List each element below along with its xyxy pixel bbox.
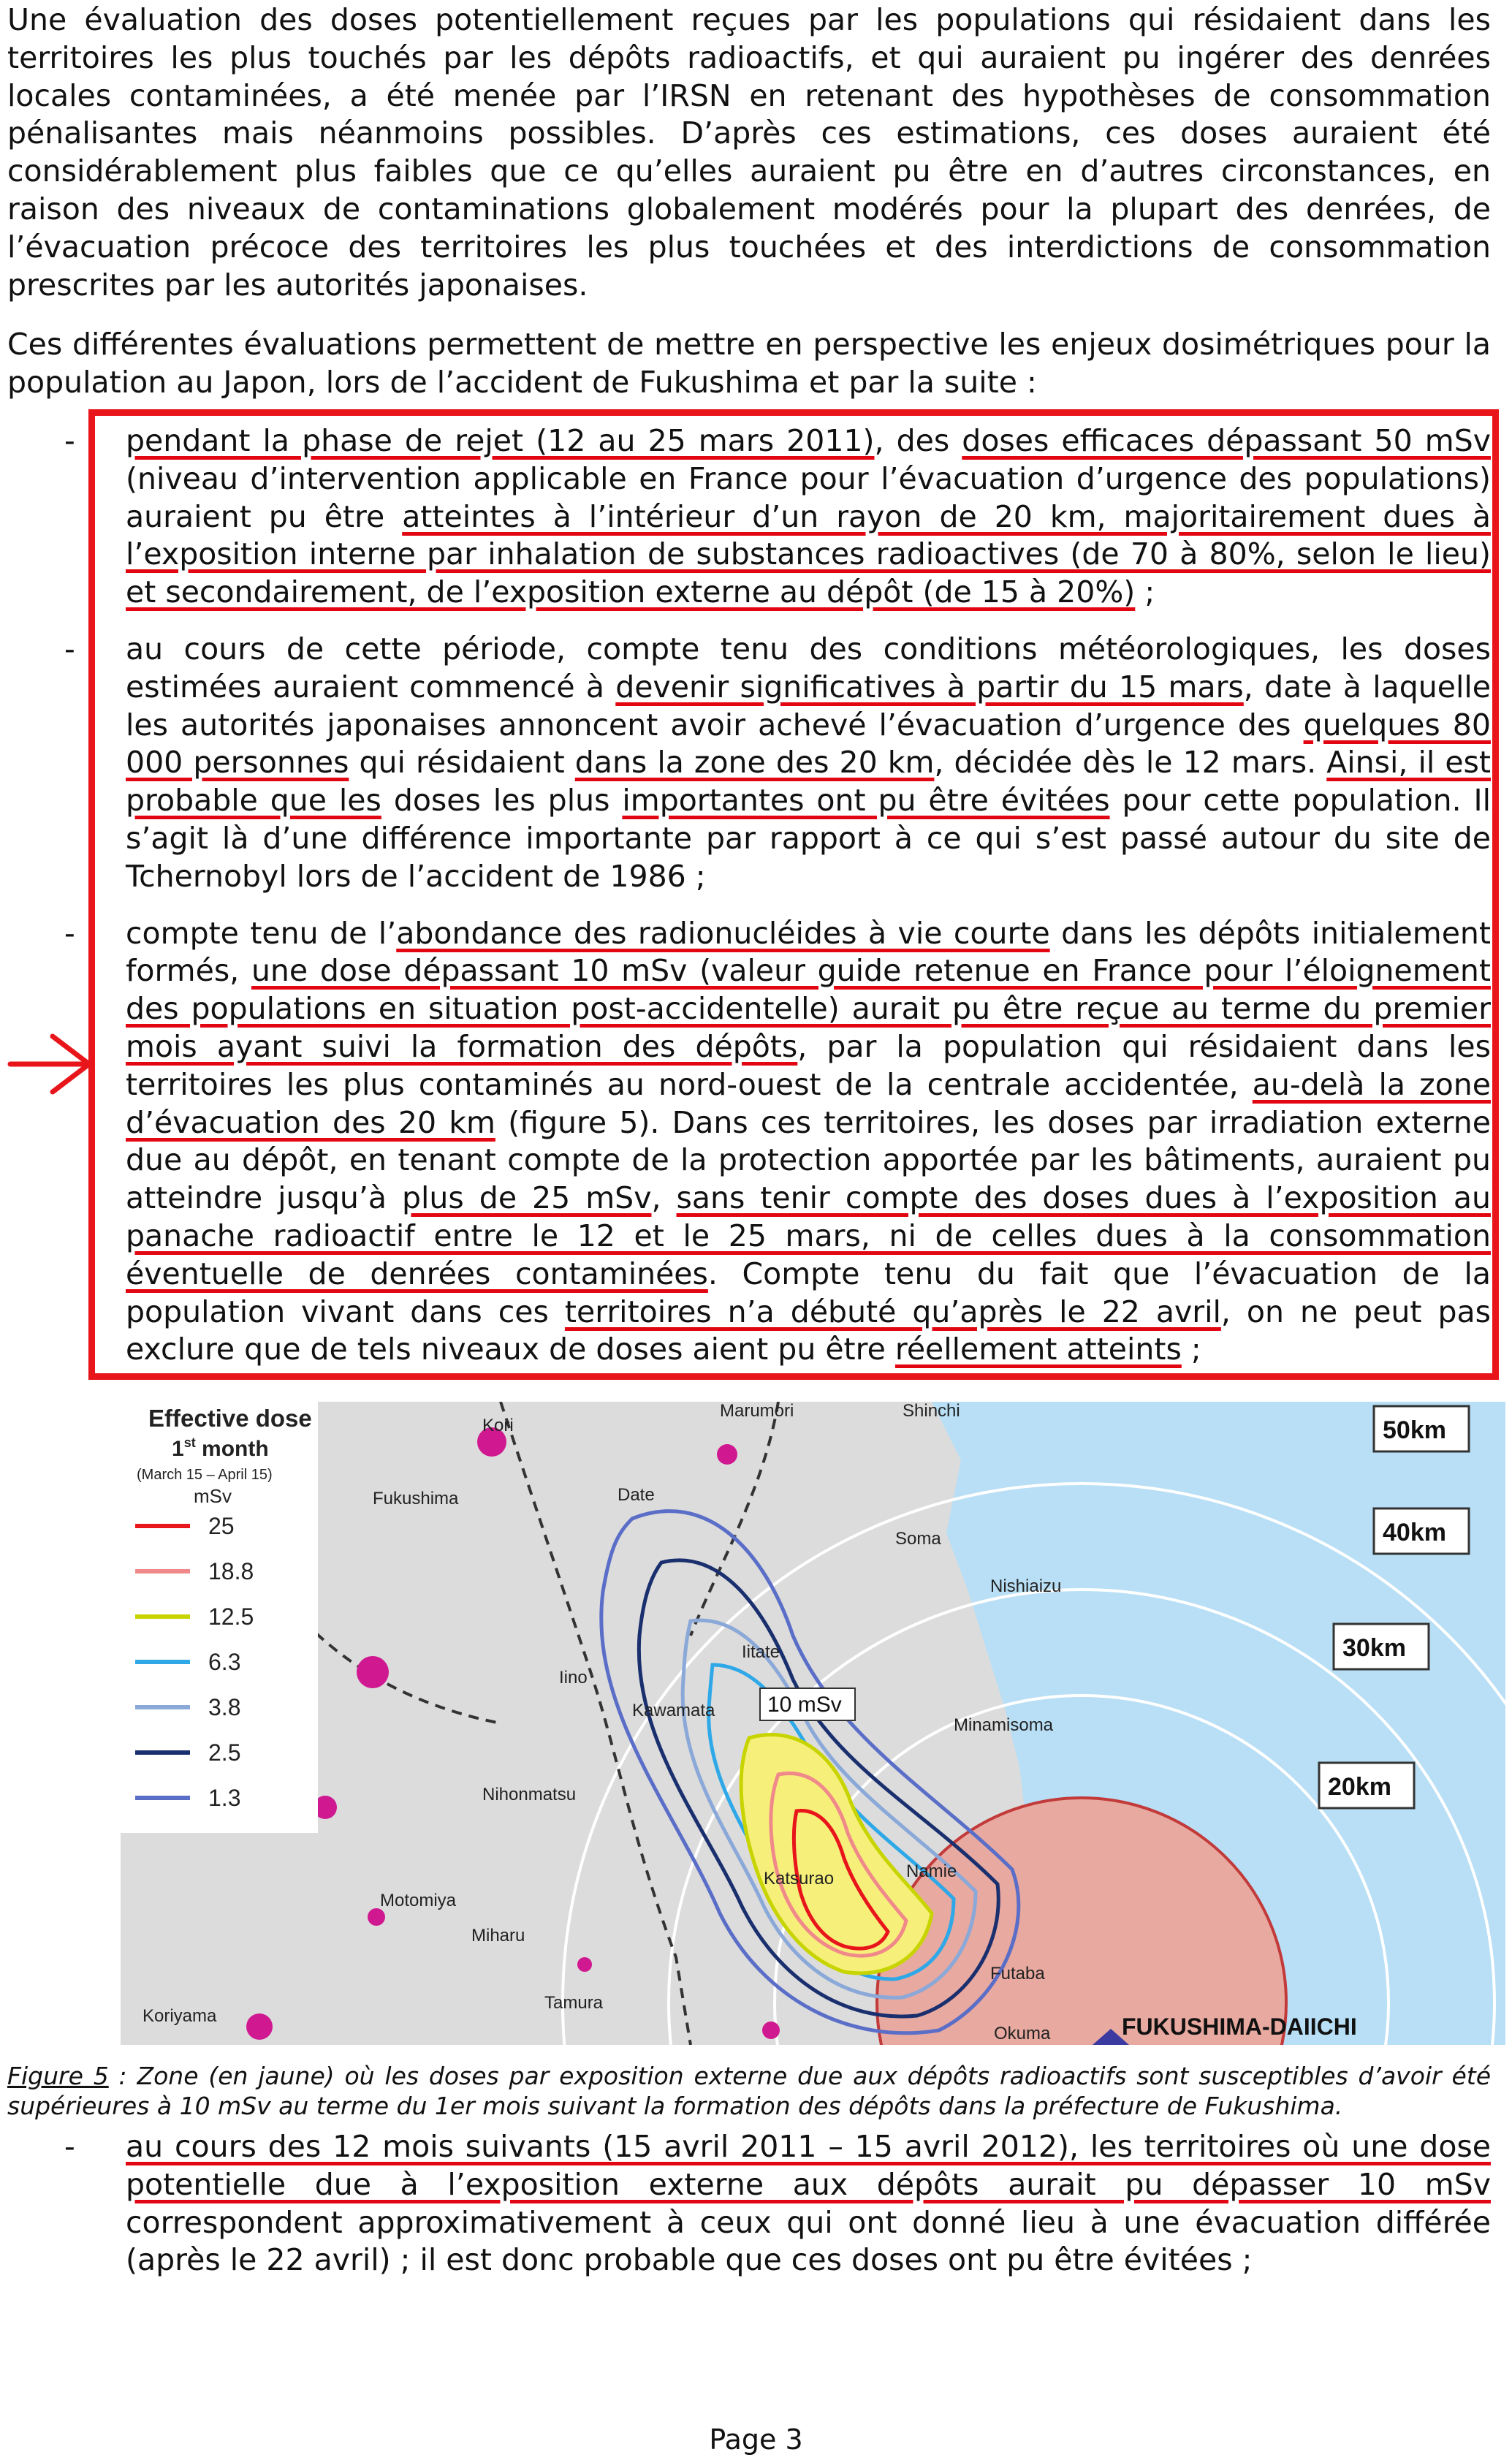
legend-label: 25: [208, 1513, 235, 1539]
place-label: Kori: [482, 1416, 514, 1435]
bullet-segment: , décidée dès le 12 mars.: [934, 745, 1327, 781]
legend-unit: mSv: [194, 1485, 232, 1507]
place-label: Okuma: [994, 2024, 1051, 2043]
contour-10msv-label: 10 mSv: [767, 1693, 842, 1717]
place-label: Shinchi: [903, 1402, 960, 1421]
bullet-list: [7, 422, 1491, 1388]
caption-label: Figure 5: [7, 2062, 109, 2090]
bullet-segment: , date à laquelle les autorités japonaises annoncent avoir achevé l’évacuation d’urgence des: [126, 669, 1491, 743]
bullet-segment: ;: [1181, 1332, 1201, 1367]
place-label: Nihonmatsu: [482, 1785, 577, 1804]
underlined-text: une dose dépassant 10 mSv (valeur guide retenue en France pour l’éloignement des populations en situation post-accidentelle) aurait pu être reçue au terme du premier mois ayant suivi la formation des dépôts: [126, 953, 1491, 1064]
bullet-dash: -: [64, 915, 75, 951]
intro-paragraph: Une évaluation des doses potentiellement reçues par les populations qui résidaient dans les territoires les plus touchés par les dépôts radioactifs, et qui auraient pu ingérer des denrées locales contaminées, a été menée par l’IRSN en retenant des hypothèses de consommation pénalisantes mais néanmoins possibles. D’après ces estimations, ces doses auraient été considérablement plus faibles que ce qu’elles auraient pu être en d’autres circonstances, en raison des niveaux de contaminations globalement modérés pour la plupart des denrées, de l’évacuation précoce des territoires les plus touchées et des interdictions de consommation prescrites par les autorités japonaises.: [7, 2, 1491, 303]
bullet-dash: -: [64, 423, 75, 458]
place-label: Minamisoma: [954, 1715, 1054, 1735]
legend-label: 12.5: [208, 1603, 254, 1630]
legend-subtitle-sup: st: [183, 1435, 196, 1450]
legend-subtitle-suffix: month: [195, 1437, 269, 1461]
bullet-dash: -: [64, 2129, 75, 2164]
bullet-item: [7, 422, 1491, 612]
legend: [121, 1402, 318, 1833]
bullet-segment: pour cette population. Il s’agit là d’une différence importante par rapport à ce qui s’est passé autour du site de Tchernobyl lors de l’accident de 1986 ;: [126, 783, 1491, 894]
city-marker: [762, 2021, 780, 2039]
underlined-text: réellement atteints: [894, 1332, 1182, 1367]
place-label: Miharu: [471, 1926, 525, 1945]
legend-period: (March 15 – April 15): [137, 1467, 273, 1483]
legend-title: Effective dose: [148, 1405, 312, 1432]
place-label: Motomiya: [380, 1891, 457, 1910]
underlined-text: plus de 25 mSv: [402, 1180, 652, 1216]
underlined-text: sans tenir compte des doses dues à l’exposition au panache radioactif entre le 12 et le 25 mars, ni de celles dues à la consommation éventuelle de denrées contaminées: [126, 1180, 1491, 1291]
bullet-segment: dans les dépôts initialement formés,: [126, 915, 1491, 989]
place-label: Namie: [906, 1861, 957, 1881]
bullet-segment: ;: [1135, 574, 1155, 610]
city-marker: [717, 1444, 737, 1465]
underlined-text: pendant la phase de rejet (12 au 25 mars 2011): [126, 423, 875, 458]
bullet-segment: doses les plus: [381, 783, 623, 819]
underlined-text: doses efficaces dépassant 50 mSv: [962, 423, 1491, 458]
place-label: Soma: [895, 1529, 941, 1549]
bullet-segment: (figure 5). Dans ces territoires, les doses par irradiation externe due au dépôt, en tenant compte de la protection apportée par les bâtiments, auraient pu atteindre jusqu’à: [126, 1104, 1492, 1216]
bullet-segment: , des: [874, 423, 962, 458]
legend-subtitle-prefix: 1: [172, 1437, 184, 1461]
legend-label: 6.3: [208, 1649, 241, 1675]
underlined-text: importantes ont pu être évitées: [622, 783, 1110, 819]
legend-label: 1.3: [208, 1785, 241, 1811]
place-label: Katsurao: [764, 1869, 835, 1888]
bullet-segment: ,: [651, 1180, 677, 1216]
caption-text: : Zone (en jaune) où les doses par exposition externe due aux dépôts radioactifs sont susceptibles d’avoir été supérieures à 10 mSv au terme du 1er mois suivant la formation des dépôts dans la préfecture de Fukushima.: [7, 2062, 1491, 2120]
city-marker: [246, 2013, 273, 2040]
bullet-item: [7, 2128, 1491, 2279]
place-label: Nishiaizu: [990, 1576, 1062, 1596]
figure-caption: [7, 2061, 1491, 2121]
place-label: Tamura: [544, 1993, 604, 2013]
radius-label: 20km: [1328, 1773, 1391, 1801]
bullet-segment: correspondent approximativement à ceux qui ont donné lieu à une évacuation différée (après le 22 avril) ; il est donc probable que ces doses ont pu être évitées ;: [126, 2204, 1491, 2278]
bullet-segment: qui résidaient: [349, 745, 575, 781]
city-marker: [357, 1656, 389, 1688]
bullet-item: [7, 631, 1491, 896]
bullet-text: [126, 631, 1491, 894]
place-label: Kawamata: [632, 1701, 715, 1720]
underlined-text: quelques 80 000 personnes: [126, 707, 1491, 781]
underlined-text: atteintes à l’intérieur d’un rayon de 20 km, majoritairement dues à l’exposition interne par inhalation de substances radioactives (de 70 à 80%, selon le lieu) et secondairement, de l’exposition externe au dépôt (de 15 à 20%): [126, 498, 1491, 610]
underlined-text: abondance des radionucléides à vie courte: [396, 915, 1050, 951]
bullet-text: [126, 423, 1491, 610]
place-label: Date: [618, 1485, 655, 1505]
bullet-segment: , on ne peut pas exclure que de tels niveaux de doses aient pu être: [126, 1294, 1492, 1367]
bullet-segment: au cours de cette période, compte tenu des conditions météorologiques, les doses estimées auraient commencé à: [126, 631, 1491, 705]
bullet-segment: , par la population qui résidaient dans les territoires les plus contaminés au nord-ouest de la centrale accidentée,: [126, 1028, 1491, 1102]
radius-label: 40km: [1383, 1519, 1446, 1546]
underlined-text: au cours des 12 mois suivants (15 avril 2011 – 15 avril 2012), les territoires où une dose potentielle due à l’exposition externe aux dépôts aurait pu dépasser 10 mSv: [126, 2129, 1491, 2202]
place-label: Iitate: [742, 1642, 780, 1662]
legend-label: 2.5: [208, 1739, 241, 1766]
page-number: Page 3: [709, 2423, 803, 2456]
radius-label: 50km: [1383, 1416, 1446, 1444]
place-label: Iino: [559, 1668, 588, 1688]
bullet-segment: . Compte tenu du fait que l’évacuation de la population vivant dans ces: [126, 1256, 1491, 1329]
final-bullet-text: [126, 2129, 1491, 2277]
place-label: Marumori: [720, 1402, 794, 1421]
underlined-text: Ainsi, il est probable que les: [126, 745, 1491, 819]
radius-label: 30km: [1342, 1634, 1406, 1662]
underlined-text: devenir significatives à partir du 15 mars: [615, 669, 1244, 705]
city-marker: [368, 1908, 385, 1926]
final-bullet-list: [7, 2128, 1491, 2298]
bullet-text: [126, 916, 1491, 1367]
bullet-segment: compte tenu de l’: [126, 915, 397, 951]
plant-label: FUKUSHIMA-DAIICHI: [1122, 2013, 1357, 2040]
bullet-item: [7, 915, 1491, 1370]
dose-map-figure: [121, 1402, 1505, 2045]
bullet-dash: -: [64, 631, 75, 667]
place-label: Koriyama: [143, 2006, 217, 2026]
underlined-text: dans la zone des 20 km: [574, 745, 935, 781]
underlined-text: territoires n’a débuté qu’après le 22 avril: [564, 1294, 1221, 1329]
city-marker: [577, 1957, 592, 1972]
legend-label: 3.8: [208, 1694, 241, 1720]
place-label: Fukushima: [373, 1489, 459, 1508]
bullet-segment: (niveau d’intervention applicable en France pour l’évacuation d’urgence des populations) auraient pu être: [126, 460, 1491, 534]
second-paragraph: Ces différentes évaluations permettent de mettre en perspective les enjeux dosimétriques pour la population au Japon, lors de l’accident de Fukushima et par la suite :: [7, 327, 1491, 400]
legend-label: 18.8: [208, 1558, 254, 1584]
place-label: Futaba: [990, 1964, 1045, 1983]
underlined-text: au-delà la zone d’évacuation des 20 km: [126, 1066, 1491, 1140]
